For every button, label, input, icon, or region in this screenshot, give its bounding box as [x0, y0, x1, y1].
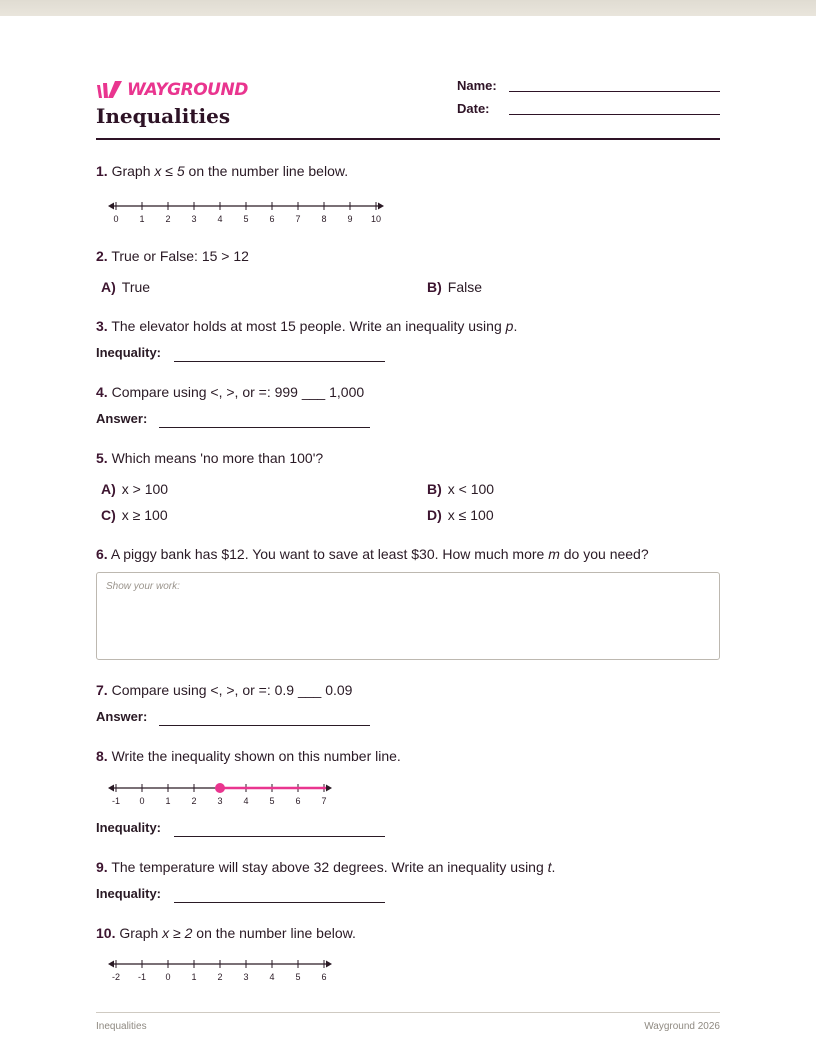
answer-label: Inequality:: [96, 345, 162, 360]
tick-label: 5: [295, 972, 301, 982]
tick-label: 6: [321, 972, 327, 982]
number-line-10[interactable]: [108, 956, 388, 988]
page-title: Inequalities: [96, 104, 231, 128]
question-text: .: [551, 859, 556, 875]
answer-field[interactable]: [159, 725, 370, 726]
question-math: x ≤ 5: [154, 163, 185, 179]
tick-label: -1: [111, 796, 121, 806]
tick-label: 1: [165, 796, 171, 806]
answer-field[interactable]: [174, 836, 385, 837]
question-text: on the number line below.: [192, 925, 356, 941]
option-c[interactable]: [101, 506, 168, 524]
wayground-logo-icon: [96, 81, 124, 99]
question-text: Graph: [111, 163, 155, 179]
question-4: [96, 383, 364, 401]
answer-label: Inequality:: [96, 820, 162, 835]
answer-field[interactable]: [159, 427, 370, 428]
question-text: Compare using <, >, or =: 999 ___ 1,000: [111, 384, 365, 400]
option-a[interactable]: [101, 278, 150, 296]
tick-label: 3: [217, 796, 223, 806]
tick-label: 1: [191, 972, 197, 982]
question-text: A piggy bank has $12. You want to save at least $30. How much more: [110, 546, 549, 562]
work-hint: Show your work:: [106, 581, 180, 592]
tick-label: -2: [111, 972, 121, 982]
date-field[interactable]: [509, 114, 720, 115]
question-number: 2.: [96, 248, 108, 264]
tick-label: 2: [165, 214, 171, 224]
work-area[interactable]: [96, 572, 720, 660]
question-text: True or False: 15 > 12: [111, 248, 249, 264]
name-label: Name:: [457, 78, 497, 93]
answer-label: Answer:: [96, 411, 148, 426]
question-math: t: [547, 859, 552, 875]
question-number: 1.: [96, 163, 108, 179]
tick-label: 3: [191, 214, 197, 224]
option-text: x > 100: [121, 481, 169, 497]
tick-label: 9: [347, 214, 353, 224]
footer-title: Inequalities: [96, 1021, 147, 1032]
option-letter: B): [427, 481, 442, 497]
question-text: do you need?: [559, 546, 649, 562]
arrow-left-icon: [108, 785, 114, 792]
tick-label: 0: [113, 214, 119, 224]
arrow-right-icon: [326, 785, 332, 792]
question-number: 3.: [96, 318, 108, 334]
answer-label: Inequality:: [96, 886, 162, 901]
question-text: on the number line below.: [184, 163, 349, 179]
tick-label: 10: [370, 214, 382, 224]
tick-label: 4: [243, 796, 249, 806]
question-number: 5.: [96, 450, 108, 466]
answer-label: Answer:: [96, 709, 148, 724]
footer-divider: [96, 1012, 720, 1013]
question-1: [96, 162, 348, 180]
header-divider: [96, 138, 720, 140]
question-7: [96, 681, 352, 699]
question-2: [96, 247, 249, 265]
tick-label: 7: [321, 796, 327, 806]
name-field[interactable]: [509, 91, 720, 92]
question-number: 10.: [96, 925, 116, 941]
question-number: 4.: [96, 384, 108, 400]
footer-brand: Wayground 2026: [644, 1021, 720, 1032]
option-text: x < 100: [447, 481, 495, 497]
question-math: x ≥ 2: [162, 925, 193, 941]
tick-label: 4: [269, 972, 275, 982]
option-letter: A): [101, 279, 116, 295]
tick-label: 0: [139, 796, 145, 806]
question-3: [96, 317, 517, 335]
arrow-left-icon: [108, 961, 114, 968]
arrow-left-icon: [108, 203, 114, 210]
worksheet-page: [96, 0, 720, 1056]
answer-field[interactable]: [174, 902, 385, 903]
question-text: Graph: [119, 925, 163, 941]
option-b[interactable]: [427, 278, 482, 296]
option-d[interactable]: [427, 506, 494, 524]
question-text: .: [513, 318, 518, 334]
question-number: 6.: [96, 546, 108, 562]
number-line-8: [108, 780, 388, 810]
tick-label: 8: [321, 214, 327, 224]
option-b[interactable]: [427, 480, 494, 498]
question-number: 9.: [96, 859, 108, 875]
tick-label: 3: [243, 972, 249, 982]
question-number: 7.: [96, 682, 108, 698]
tick-label: 7: [295, 214, 301, 224]
tick-label: 2: [217, 972, 223, 982]
brand-name: WAYGROUND: [127, 80, 248, 100]
tick-label: -1: [137, 972, 147, 982]
option-text: x ≥ 100: [121, 507, 168, 523]
closed-point: [215, 783, 225, 793]
question-text: Which means 'no more than 100'?: [111, 450, 324, 466]
question-number: 8.: [96, 748, 108, 764]
option-a[interactable]: [101, 480, 168, 498]
answer-field[interactable]: [174, 361, 385, 362]
question-math: p: [505, 318, 514, 334]
question-5: [96, 449, 323, 467]
option-text: False: [447, 279, 483, 295]
option-letter: A): [101, 481, 116, 497]
tick-label: 5: [243, 214, 249, 224]
option-text: True: [121, 279, 151, 295]
question-9: [96, 858, 555, 876]
question-text: The elevator holds at most 15 people. Write an inequality using: [111, 318, 506, 334]
question-math: m: [548, 546, 560, 562]
option-letter: B): [427, 279, 442, 295]
brand-logo: [96, 80, 248, 100]
option-text: x ≤ 100: [447, 507, 494, 523]
tick-label: 6: [269, 214, 275, 224]
question-text: The temperature will stay above 32 degrees. Write an inequality using: [111, 859, 548, 875]
option-letter: C): [101, 507, 116, 523]
tick-label: 4: [217, 214, 223, 224]
number-line-1[interactable]: [108, 198, 388, 226]
question-6: [96, 545, 649, 563]
arrow-right-icon: [326, 961, 332, 968]
tick-label: 2: [191, 796, 197, 806]
question-text: Write the inequality shown on this number line.: [111, 748, 401, 764]
tick-label: 6: [295, 796, 301, 806]
tick-label: 5: [269, 796, 275, 806]
question-text: Compare using <, >, or =: 0.9 ___ 0.09: [111, 682, 353, 698]
tick-label: 0: [165, 972, 171, 982]
question-10: [96, 924, 356, 942]
arrow-right-icon: [378, 203, 384, 210]
tick-label: 1: [139, 214, 145, 224]
question-8: [96, 747, 401, 765]
date-label: Date:: [457, 101, 490, 116]
option-letter: D): [427, 507, 442, 523]
